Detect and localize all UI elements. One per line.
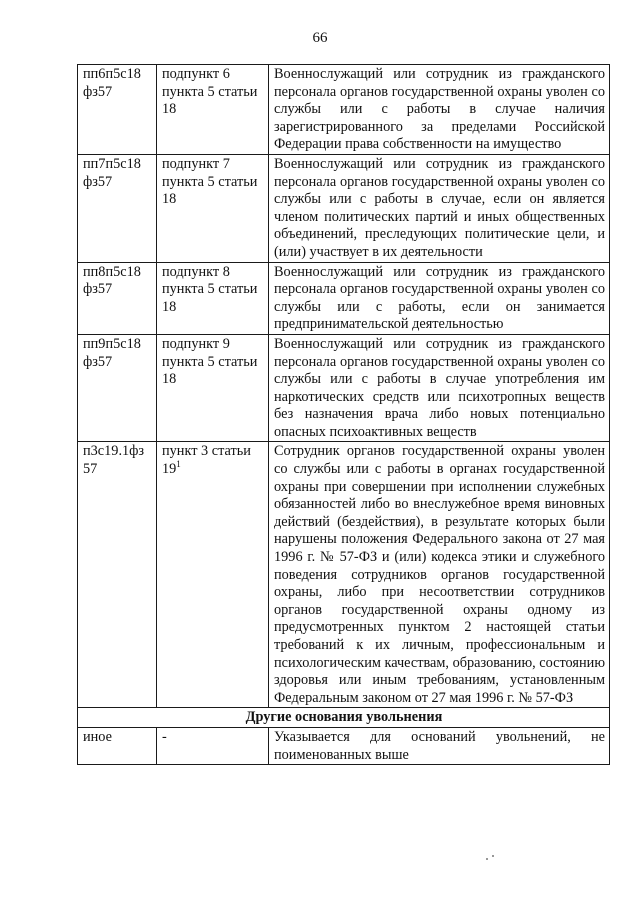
description-cell: Сотрудник органов государственной охраны уволен со службы или с работы в органах государственной охраны при совершении при исполнении служебных обязанностей либо во внеслужебное время виновных действий (бездействия), в результате которых были нарушены положения Федерального закона от 27 мая 1996 г. № 57-ФЗ и (или) кодекса этики и служебного поведения сотрудников органов государственной охраны, либо при несоответствии сотрудников органов государственной охраны одному из предусмотренных пунктом 2 настоящей статьи требований к их личным, профессиональным и психологическим качествам, образованию, состоянию здоровья или иным требованиям, установленным Федеральным законом от 27 мая 1996 г. № 57-ФЗ — [269, 442, 610, 708]
scan-speck — [492, 855, 494, 857]
reference-text: пункт 3 статьи 19 — [162, 443, 251, 478]
code-cell: иное — [78, 727, 157, 764]
code-cell: пп7п5с18 фз57 — [78, 154, 157, 262]
description-cell: Указывается для оснований увольнений, не поименованных выше — [269, 727, 610, 764]
table-row — [78, 442, 610, 708]
description-cell: Военнослужащий или сотрудник из гражданского персонала органов государственной охраны уволен со службы или с работы в случае, если он является членом политических партий и иных общественных объединений, преследующих политические цели, и (или) участвует в их деятельности — [269, 154, 610, 262]
scan-speck — [486, 858, 488, 860]
code-cell: п3с19.1фз 57 — [78, 442, 157, 708]
description-cell: Военнослужащий или сотрудник из гражданского персонала органов государственной охраны уволен со службы или с работы, если он занимается предпринимательской деятельностью — [269, 262, 610, 334]
page-number: 66 — [312, 30, 328, 46]
section-title: Другие основания увольнения — [78, 708, 610, 728]
dismissal-grounds-table — [77, 64, 610, 765]
reference-cell: - — [157, 727, 269, 764]
code-cell: пп8п5с18 фз57 — [78, 262, 157, 334]
reference-cell: подпункт 6 пункта 5 статьи 18 — [157, 65, 269, 155]
section-header-row — [78, 708, 610, 728]
description-cell: Военнослужащий или сотрудник из гражданского персонала органов государственной охраны уволен со службы или с работы в случае употребления им наркотических средств или психотропных веществ без назначения врача либо новых потенциально опасных психоактивных веществ — [269, 334, 610, 442]
table-row — [78, 334, 610, 442]
reference-cell: подпункт 9 пункта 5 статьи 18 — [157, 334, 269, 442]
table-row — [78, 65, 610, 155]
table-row — [78, 262, 610, 334]
code-cell: пп6п5с18 фз57 — [78, 65, 157, 155]
description-cell: Военнослужащий или сотрудник из гражданского персонала органов государственной охраны уволен со службы или с работы в случае наличия зарегистрированного за пределами Российской Федерации права собственности на имущество — [269, 65, 610, 155]
code-cell: пп9п5с18 фз57 — [78, 334, 157, 442]
reference-cell — [157, 442, 269, 708]
table-row — [78, 154, 610, 262]
table-row — [78, 727, 610, 764]
reference-cell: подпункт 7 пункта 5 статьи 18 — [157, 154, 269, 262]
reference-superscript: 1 — [176, 459, 181, 470]
reference-cell: подпункт 8 пункта 5 статьи 18 — [157, 262, 269, 334]
